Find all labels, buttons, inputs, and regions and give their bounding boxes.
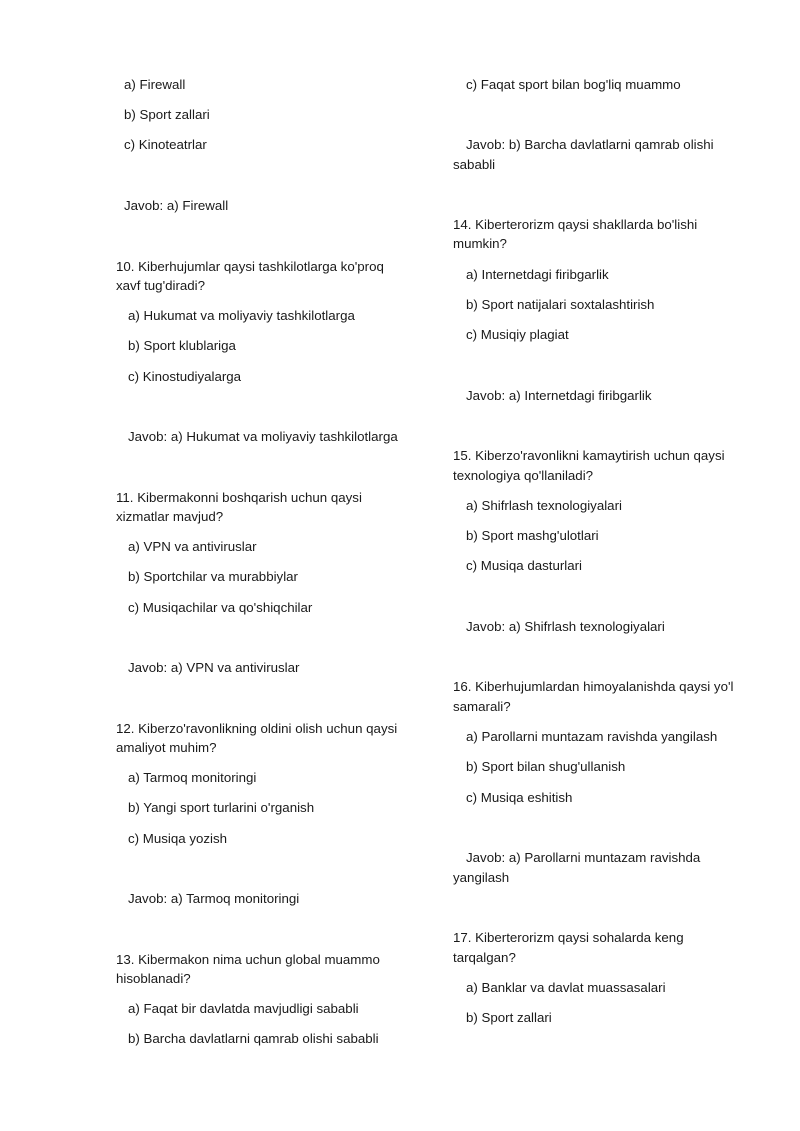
q13-question-line2: hisoblanadi? xyxy=(116,971,191,986)
q15-question-line1: 15. Kiberzo'ravonlikni kamaytirish uchun qaysi xyxy=(453,448,725,463)
q16-option-c: c) Musiqa eshitish xyxy=(466,790,573,805)
q11-question-line2: xizmatlar mavjud? xyxy=(116,509,224,524)
q13-answer-line1: Javob: b) Barcha davlatlarni qamrab olishi xyxy=(466,137,714,152)
q10-question-line1: 10. Kiberhujumlar qaysi tashkilotlarga ko'proq xyxy=(116,259,384,274)
q13-option-a: a) Faqat bir davlatda mavjudligi sababli xyxy=(128,1001,359,1016)
q10-option-a: a) Hukumat va moliyaviy tashkilotlarga xyxy=(128,308,355,323)
q15-option-b: b) Sport mashg'ulotlari xyxy=(466,528,599,543)
q12-question-line2: amaliyot muhim? xyxy=(116,740,217,755)
q15-question-line2: texnologiya qo'llaniladi? xyxy=(453,468,594,483)
q14-option-c: c) Musiqiy plagiat xyxy=(466,327,569,342)
q10-option-c: c) Kinostudiyalarga xyxy=(128,369,242,384)
q14-option-b: b) Sport natijalari soxtalashtirish xyxy=(466,297,655,312)
q16-question-line2: samarali? xyxy=(453,699,511,714)
q16-question-line1: 16. Kiberhujumlardan himoyalanishda qaysi yo'l xyxy=(453,679,734,694)
q12-option-b: b) Yangi sport turlarini o'rganish xyxy=(128,800,315,815)
q11-option-c: c) Musiqachilar va qo'shiqchilar xyxy=(128,600,313,615)
q17-question-line1: 17. Kiberterorizm qaysi sohalarda keng xyxy=(453,930,684,945)
q15-answer: Javob: a) Shifrlash texnologiyalari xyxy=(466,619,665,634)
q11-option-a: a) VPN va antiviruslar xyxy=(128,539,257,554)
q13-question-line1: 13. Kibermakon nima uchun global muammo xyxy=(116,952,380,967)
q9-option-b: b) Sport zallari xyxy=(124,107,210,122)
q17-option-a: a) Banklar va davlat muassasalari xyxy=(466,980,666,995)
q10-answer: Javob: a) Hukumat va moliyaviy tashkilotlarga xyxy=(128,429,398,444)
q12-answer: Javob: a) Tarmoq monitoringi xyxy=(128,891,300,906)
q13-option-b: b) Barcha davlatlarni qamrab olishi sababli xyxy=(128,1031,379,1046)
q14-answer: Javob: a) Internetdagi firibgarlik xyxy=(466,388,652,403)
q11-question-line1: 11. Kibermakonni boshqarish uchun qaysi xyxy=(116,490,362,505)
q14-option-a: a) Internetdagi firibgarlik xyxy=(466,267,609,282)
q12-question-line1: 12. Kiberzo'ravonlikning oldini olish uchun qaysi xyxy=(116,721,398,736)
q10-question-line2: xavf tug'diradi? xyxy=(116,278,206,293)
q15-option-a: a) Shifrlash texnologiyalari xyxy=(466,498,622,513)
q17-question-line2: tarqalgan? xyxy=(453,950,516,965)
q16-option-a: a) Parollarni muntazam ravishda yangilash xyxy=(466,729,718,744)
q9-option-c: c) Kinoteatrlar xyxy=(124,137,207,152)
q13-answer-line2: sababli xyxy=(453,157,496,172)
q16-answer-line2: yangilash xyxy=(453,870,510,885)
q17-option-b: b) Sport zallari xyxy=(466,1010,552,1025)
q12-option-c: c) Musiqa yozish xyxy=(128,831,228,846)
q14-question-line2: mumkin? xyxy=(453,236,507,251)
q14-question-line1: 14. Kiberterorizm qaysi shakllarda bo'lishi xyxy=(453,217,698,232)
q13-option-c: c) Faqat sport bilan bog'liq muammo xyxy=(466,77,681,92)
q11-answer: Javob: a) VPN va antiviruslar xyxy=(128,660,300,675)
q12-option-a: a) Tarmoq monitoringi xyxy=(128,770,257,785)
q16-answer-line1: Javob: a) Parollarni muntazam ravishda xyxy=(466,850,701,865)
q9-answer: Javob: a) Firewall xyxy=(124,198,229,213)
q10-option-b: b) Sport klublariga xyxy=(128,338,236,353)
q16-option-b: b) Sport bilan shug'ullanish xyxy=(466,759,626,774)
q11-option-b: b) Sportchilar va murabbiylar xyxy=(128,569,298,584)
q15-option-c: c) Musiqa dasturlari xyxy=(466,558,583,573)
q9-option-a: a) Firewall xyxy=(124,77,186,92)
